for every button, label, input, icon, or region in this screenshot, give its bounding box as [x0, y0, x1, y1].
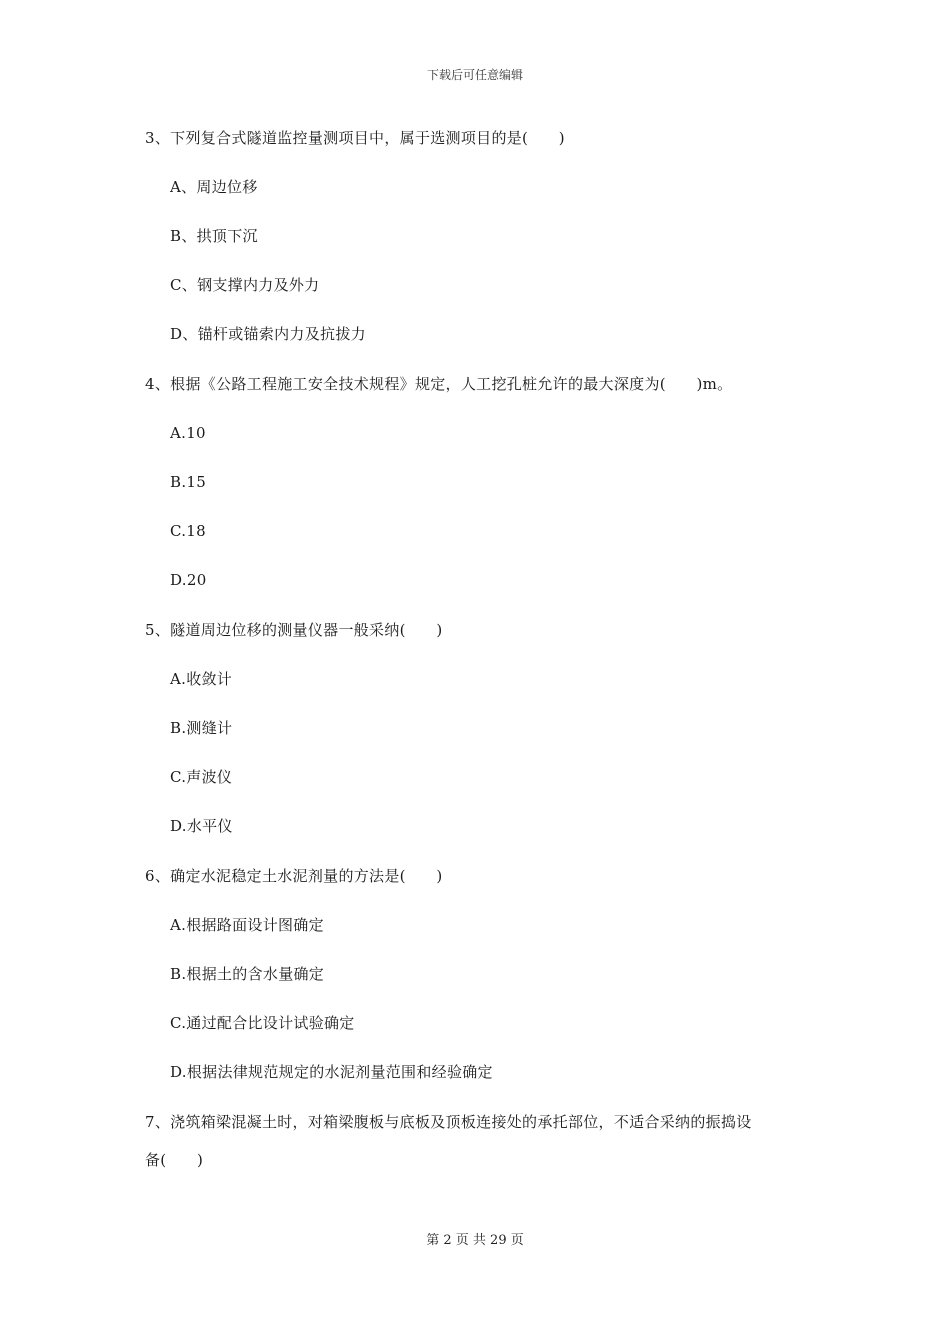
question-3-option-a: A、周边位移	[170, 178, 258, 196]
question-4-stem: 4、根据《公路工程施工安全技术规程》规定，人工挖孔桩允许的最大深度为( )m。	[145, 375, 733, 393]
question-5-option-b: B.测缝计	[170, 719, 233, 737]
question-7-stem-line-1: 7、浇筑箱梁混凝土时，对箱梁腹板与底板及顶板连接处的承托部位，不适合采纳的振捣设	[145, 1113, 752, 1131]
question-5-option-d: D.水平仪	[170, 817, 233, 835]
question-3-option-c: C、钢支撑内力及外力	[170, 276, 320, 294]
question-3-stem: 3、下列复合式隧道监控量测项目中，属于选测项目的是( )	[145, 129, 565, 147]
question-5-option-c: C.声波仪	[170, 768, 233, 786]
question-4-option-d: D.20	[170, 571, 207, 589]
question-4-option-a: A.10	[170, 424, 206, 442]
question-6-option-d: D.根据法律规范规定的水泥剂量范围和经验确定	[170, 1063, 493, 1081]
question-3-option-b: B、拱顶下沉	[170, 227, 258, 245]
question-4-option-b: B.15	[170, 473, 207, 491]
question-6-option-b: B.根据土的含水量确定	[170, 965, 325, 983]
question-6-option-c: C.通过配合比设计试验确定	[170, 1014, 355, 1032]
question-5-stem: 5、隧道周边位移的测量仪器一般采纳( )	[145, 621, 443, 639]
page-footer: 第 2 页 共 29 页	[426, 1233, 524, 1248]
question-6-option-a: A.根据路面设计图确定	[170, 916, 324, 934]
question-5-option-a: A.收敛计	[170, 670, 233, 688]
question-6-stem: 6、确定水泥稳定土水泥剂量的方法是( )	[145, 867, 443, 885]
question-4-option-c: C.18	[170, 522, 206, 540]
page-header: 下载后可任意编辑	[426, 68, 523, 82]
question-3-option-d: D、锚杆或锚索内力及抗拔力	[170, 325, 366, 343]
question-7-stem-line-2: 备( )	[145, 1151, 204, 1169]
